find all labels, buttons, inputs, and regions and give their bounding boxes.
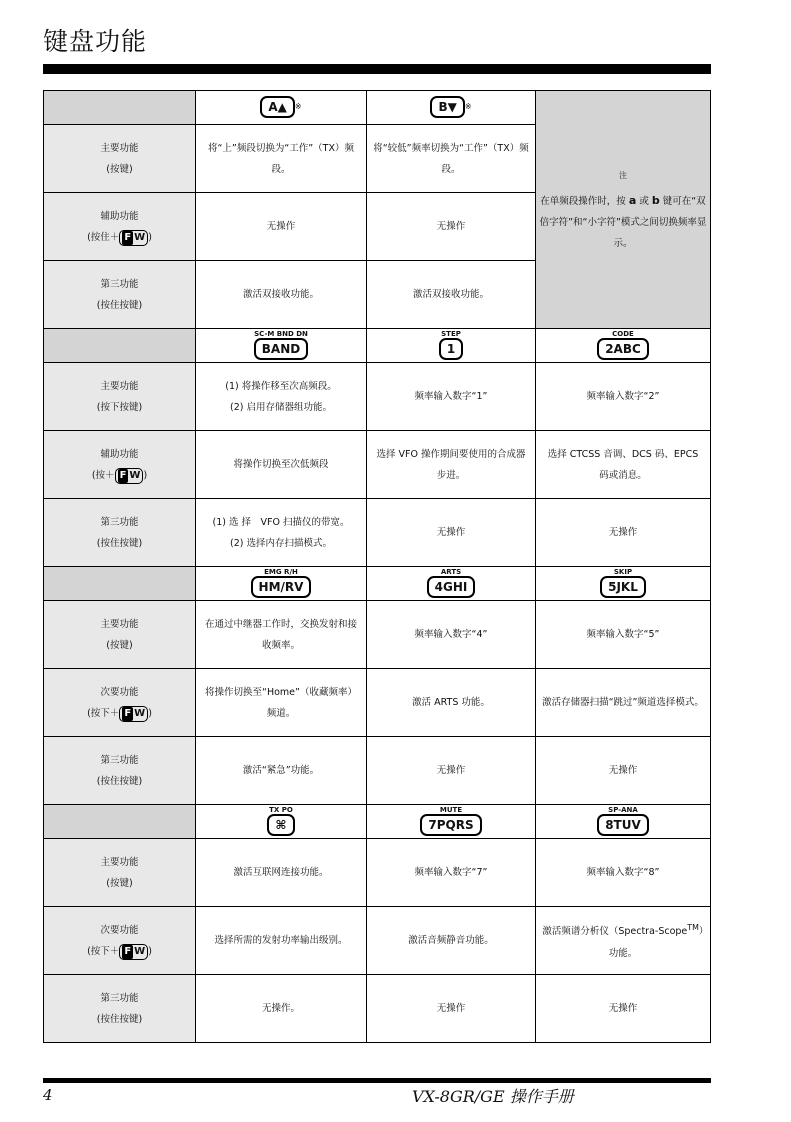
row-label-main: 辅助功能 <box>100 210 139 222</box>
table-row <box>44 737 711 805</box>
row-label-main: 第三功能 <box>100 278 139 290</box>
row-label <box>44 907 196 975</box>
key-b-icon: b <box>651 194 660 207</box>
row-label-sub: (按＋ <box>91 469 115 481</box>
row-label-sub: (按住按键) <box>96 537 143 549</box>
cell-text: 激活频谱分析仪（Spectra-Scope <box>542 926 688 938</box>
row-label-sub-end: ) <box>143 469 148 481</box>
cell <box>536 907 711 975</box>
row-label-sub: (按键) <box>106 877 133 889</box>
key-b-down-icon: B▼ <box>430 96 464 118</box>
table-row <box>44 431 711 499</box>
header-blank-cell <box>44 329 196 363</box>
band-key-icon: BAND <box>254 338 308 360</box>
trademark-mark: TM <box>687 923 699 933</box>
row-label-sub-end: ) <box>148 231 152 243</box>
cell: 无操作。 <box>196 975 367 1043</box>
cell: 激活 ARTS 功能。 <box>367 669 536 737</box>
row-label-sub: (按住按键) <box>96 775 143 787</box>
key-top-label: EMG R/H <box>264 568 298 576</box>
key-cell-band <box>196 329 367 363</box>
cell: 频率输入数字“5” <box>536 601 711 669</box>
key-4-icon: 4GHI <box>427 576 476 598</box>
cell <box>196 363 367 431</box>
cell-line: (1) 将操作移至次高频段。 <box>225 380 337 392</box>
cell: 激活双接收功能。 <box>196 261 367 329</box>
row-label-main: 次要功能 <box>100 924 139 936</box>
fw-key-icon: F W <box>115 468 144 484</box>
cell: 无操作 <box>196 193 367 261</box>
cell: 频率输入数字“8” <box>536 839 711 907</box>
cell: 无操作 <box>367 975 536 1043</box>
note-text: 在单频段操作时，按 <box>540 196 626 207</box>
row-label <box>44 737 196 805</box>
cell <box>196 499 367 567</box>
cell: 无操作 <box>536 975 711 1043</box>
key-top-label: SKIP <box>613 568 633 576</box>
row-label-sub: (按住按键) <box>96 1013 143 1025</box>
table-row <box>44 363 711 431</box>
key-header-row <box>44 91 711 125</box>
page-title: 键盘功能 <box>43 27 148 56</box>
row-label-main: 主要功能 <box>100 142 139 154</box>
table-row <box>44 669 711 737</box>
header-blank-cell <box>44 805 196 839</box>
cell: 频率输入数字“7” <box>367 839 536 907</box>
page-number: 4 <box>43 1086 53 1104</box>
key-cell-4 <box>367 567 536 601</box>
table-row <box>44 839 711 907</box>
key-cell-a-up <box>196 91 367 125</box>
cell: 频率输入数字“4” <box>367 601 536 669</box>
cell: 将操作切换至“Home”（收藏频率）频道。 <box>196 669 367 737</box>
table-row <box>44 907 711 975</box>
note-tail: 键可在“双倍字符”和“小字符”模式之间切换频率显示。 <box>539 196 707 249</box>
row-label <box>44 125 196 193</box>
table-row <box>44 499 711 567</box>
key-cell-b-down <box>367 91 536 125</box>
row-label <box>44 975 196 1043</box>
row-label <box>44 431 196 499</box>
table-row <box>44 975 711 1043</box>
key-1-icon: 1 <box>439 338 463 360</box>
table-row <box>44 601 711 669</box>
note-box <box>536 91 711 329</box>
cell: 将“较低”频率切换为“工作”（TX）频段。 <box>367 125 536 193</box>
note-heading: 注 <box>619 171 627 180</box>
cell: 激活“紧急”功能。 <box>196 737 367 805</box>
fw-key-icon: F W <box>119 706 148 722</box>
key-8-icon: 8TUV <box>597 814 649 836</box>
key-2-icon: 2ABC <box>597 338 649 360</box>
title-rule <box>43 64 711 74</box>
cell: 频率输入数字“2” <box>536 363 711 431</box>
row-label <box>44 363 196 431</box>
key-header-row <box>44 805 711 839</box>
row-label-main: 主要功能 <box>100 380 139 392</box>
cell-line: (2) 启用存储器组功能。 <box>230 401 332 413</box>
row-label-sub: (按键) <box>106 163 133 175</box>
row-label <box>44 839 196 907</box>
internet-key-icon: ⌘ <box>267 814 294 836</box>
cell: 将“上”频段切换为“工作”（TX）频段。 <box>196 125 367 193</box>
row-label-sub: (按下按键) <box>96 401 143 413</box>
header-blank-cell <box>44 91 196 125</box>
row-label-main: 主要功能 <box>100 856 139 868</box>
cell: 无操作 <box>367 499 536 567</box>
cell: 无操作 <box>367 737 536 805</box>
cell: 激活存储器扫描“跳过”频道选择模式。 <box>536 669 711 737</box>
key-top-label: CODE <box>612 330 634 338</box>
key-top-label: TX PO <box>269 806 293 814</box>
row-label-sub-end: ) <box>148 945 152 957</box>
hm-rv-key-icon: HM/RV <box>251 576 312 598</box>
key-cell-8 <box>536 805 711 839</box>
cell: 激活音频静音功能。 <box>367 907 536 975</box>
cell: 无操作 <box>367 193 536 261</box>
key-header-row <box>44 567 711 601</box>
row-label-sub-end: ) <box>148 707 152 719</box>
key-cell-2 <box>536 329 711 363</box>
key-5-icon: 5JKL <box>600 576 646 598</box>
cell: 选择 VFO 操作期间要使用的合成器步进。 <box>367 431 536 499</box>
note-or: 或 <box>639 196 649 207</box>
key-a-up-icon: A▲ <box>260 96 295 118</box>
cell-line: (2) 选择内存扫描模式。 <box>230 537 332 549</box>
key-7-icon: 7PQRS <box>420 814 481 836</box>
cell: 选择所需的发射功率输出级别。 <box>196 907 367 975</box>
key-a-icon: a <box>628 194 637 207</box>
row-label-sub: (按键) <box>106 639 133 651</box>
cell: 将操作切换至次低频段 <box>196 431 367 499</box>
manual-title: VX-8GR/GE 操作手册 <box>412 1087 574 1106</box>
row-label <box>44 193 196 261</box>
fw-key-icon: F W <box>119 230 148 246</box>
cell: 激活互联网连接功能。 <box>196 839 367 907</box>
cell: 选择 CTCSS 音调、DCS 码、EPCS 码或消息。 <box>536 431 711 499</box>
row-label-main: 辅助功能 <box>100 448 139 460</box>
key-cell-internet <box>196 805 367 839</box>
row-label-main: 次要功能 <box>100 686 139 698</box>
row-label-sub: (按下＋ <box>87 707 120 719</box>
key-cell-7 <box>367 805 536 839</box>
row-label <box>44 601 196 669</box>
key-cell-1 <box>367 329 536 363</box>
key-cell-5 <box>536 567 711 601</box>
key-top-label: ARTS <box>440 568 462 576</box>
key-header-row <box>44 329 711 363</box>
row-label <box>44 669 196 737</box>
key-top-label: SC-M BND DN <box>254 330 308 338</box>
key-top-label: MUTE <box>439 806 463 814</box>
row-label-sub: (按住按键) <box>96 299 143 311</box>
row-label <box>44 261 196 329</box>
cell-text: ）功能。 <box>608 926 704 959</box>
cell: 激活双接收功能。 <box>367 261 536 329</box>
cell-line: (1) 选 择 VFO 扫描仪的带宽。 <box>212 516 350 528</box>
row-label <box>44 499 196 567</box>
row-label-sub: (按下＋ <box>87 945 120 957</box>
row-label-main: 第三功能 <box>100 754 139 766</box>
fw-key-icon: F W <box>119 944 148 960</box>
key-cell-hm-rv <box>196 567 367 601</box>
key-top-label: SP-ANA <box>608 806 638 814</box>
row-label-main: 第三功能 <box>100 516 139 528</box>
header-blank-cell <box>44 567 196 601</box>
cell: 无操作 <box>536 737 711 805</box>
footnote-mark: ※ <box>464 102 472 111</box>
key-top-label: STEP <box>441 330 461 338</box>
keypad-function-table <box>43 90 711 1043</box>
footnote-mark: ※ <box>294 102 302 111</box>
footer-rule <box>43 1078 711 1083</box>
row-label-main: 第三功能 <box>100 992 139 1004</box>
cell: 在通过中继器工作时，交换发射和接收频率。 <box>196 601 367 669</box>
row-label-sub: (按住＋ <box>87 231 120 243</box>
cell: 频率输入数字“1” <box>367 363 536 431</box>
cell: 无操作 <box>536 499 711 567</box>
row-label-main: 主要功能 <box>100 618 139 630</box>
